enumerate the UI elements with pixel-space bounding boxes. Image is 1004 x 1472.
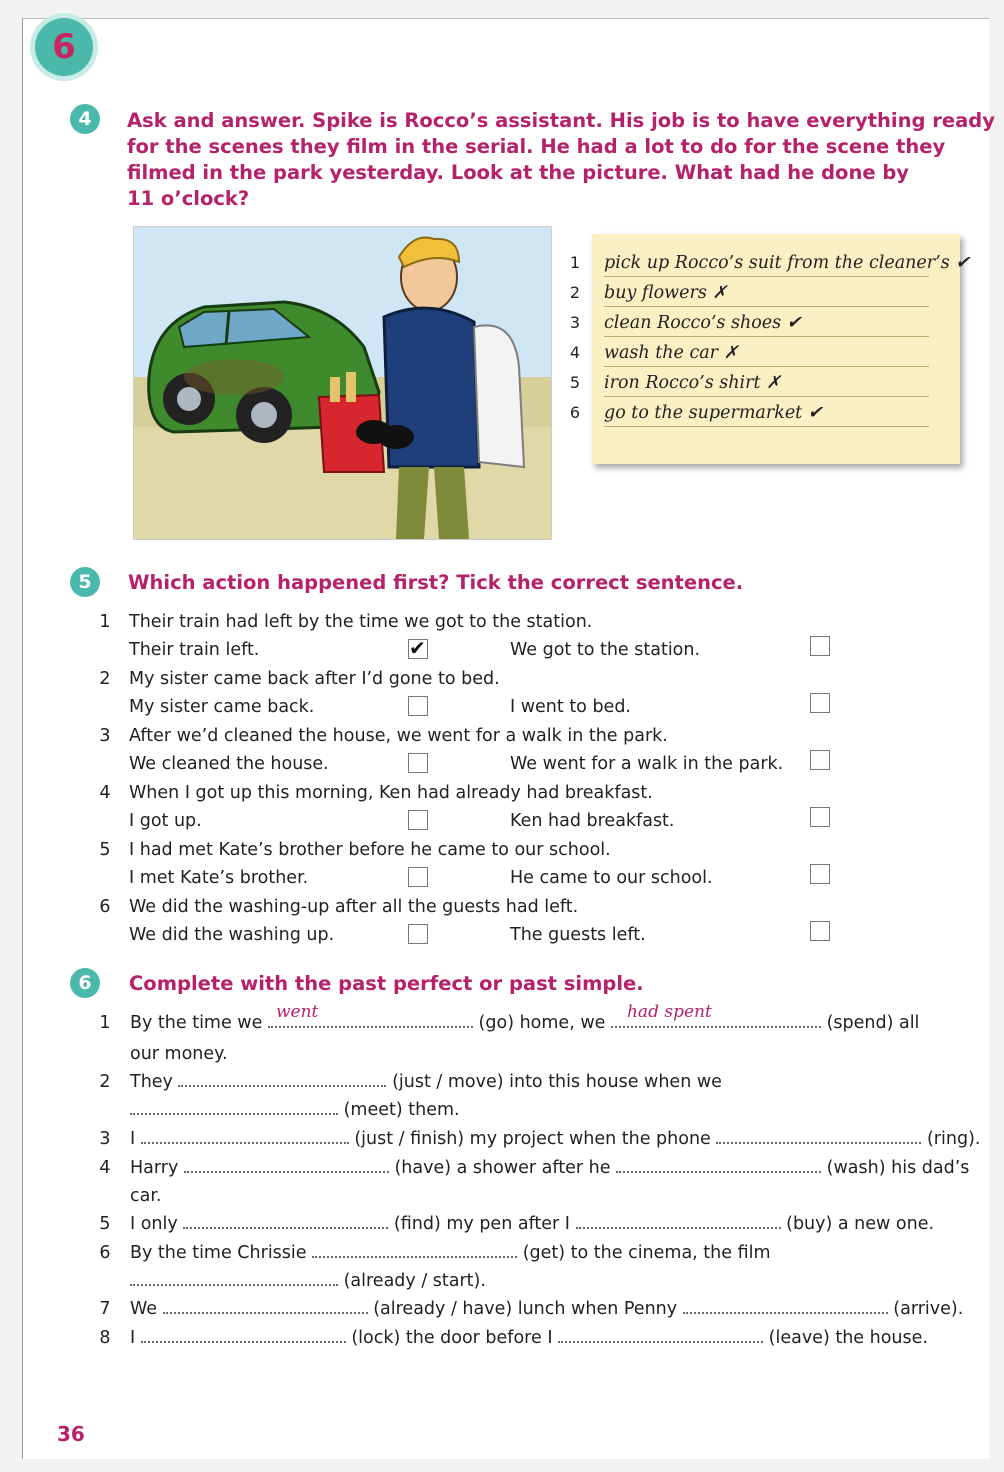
- item-number: 4: [99, 1158, 111, 1178]
- item-number: 2: [99, 669, 111, 689]
- item-number: 6: [99, 1243, 111, 1263]
- exercise-4-instruction: [127, 108, 995, 212]
- instruction-line: Ask and answer. Spike is Rocco’s assistant. His job is to have everything ready: [127, 109, 995, 132]
- option-b-checkbox[interactable]: [810, 921, 830, 941]
- task-number: 4: [569, 343, 581, 362]
- option-a-text: We did the washing up.: [129, 925, 335, 945]
- item-text: (go) home, we: [478, 1013, 606, 1033]
- answer-blank[interactable]: [184, 1157, 389, 1173]
- item-text: By the time Chrissie: [130, 1243, 307, 1263]
- item-text: (find) my pen after I: [393, 1214, 570, 1234]
- illustration-spike-with-car: [133, 226, 552, 540]
- item-sentence: My sister came back after I’d gone to bed.: [129, 669, 500, 689]
- item-text: (leave) the house.: [768, 1328, 928, 1348]
- answer-blank[interactable]: [683, 1298, 888, 1314]
- handwritten-answer: had spent: [626, 1002, 712, 1022]
- option-b-text: He came to our school.: [510, 868, 713, 888]
- ex6-item-8: [130, 1327, 928, 1349]
- option-b-text: I went to bed.: [510, 697, 631, 717]
- option-a-text: Their train left.: [129, 640, 260, 660]
- item-text: (wash) his dad’s: [826, 1158, 970, 1178]
- option-a-checkbox[interactable]: [408, 810, 428, 830]
- option-b-checkbox[interactable]: [810, 807, 830, 827]
- item-number: 2: [99, 1072, 111, 1092]
- item-sentence: After we’d cleaned the house, we went for a walk in the park.: [129, 726, 668, 746]
- answer-blank[interactable]: [268, 1002, 473, 1028]
- option-a-text: We cleaned the house.: [129, 754, 329, 774]
- task-item: iron Rocco’s shirt ✗: [604, 370, 929, 397]
- item-text: (lock) the door before I: [351, 1328, 553, 1348]
- exercise-5-badge: 5: [70, 567, 100, 597]
- option-a-text: My sister came back.: [129, 697, 315, 717]
- exercise-5-instruction: Which action happened first? Tick the correct sentence.: [128, 571, 744, 594]
- answer-blank[interactable]: [576, 1213, 781, 1229]
- option-a-text: I got up.: [129, 811, 202, 831]
- item-number: 7: [99, 1299, 111, 1319]
- instruction-line: for the scenes they film in the serial. He had a lot to do for the scene they: [127, 135, 946, 158]
- item-text: (spend) all: [826, 1013, 920, 1033]
- item-text: I only: [130, 1214, 178, 1234]
- option-b-checkbox[interactable]: [810, 693, 830, 713]
- option-a-text: I met Kate’s brother.: [129, 868, 309, 888]
- option-b-text: The guests left.: [510, 925, 646, 945]
- item-sentence: When I got up this morning, Ken had already had breakfast.: [129, 783, 653, 803]
- checkmark-icon: ✔: [409, 636, 426, 660]
- ex6-item-6: [130, 1242, 771, 1264]
- answer-blank[interactable]: [616, 1157, 821, 1173]
- item-text: (have) a shower after he: [394, 1158, 611, 1178]
- option-b-checkbox[interactable]: [810, 864, 830, 884]
- page-number: 36: [57, 1422, 85, 1446]
- item-text: (ring).: [926, 1129, 981, 1149]
- task-number: 6: [569, 403, 581, 422]
- task-item: pick up Rocco’s suit from the cleaner’s ✔: [604, 250, 929, 277]
- item-text: Harry: [130, 1158, 179, 1178]
- ex6-item-1: [130, 1002, 920, 1034]
- item-sentence: I had met Kate’s brother before he came to our school.: [129, 840, 611, 860]
- exercise-6-badge: 6: [70, 968, 100, 998]
- item-text: I: [130, 1328, 136, 1348]
- item-text: (just / move) into this house when we: [392, 1072, 722, 1092]
- item-number: 5: [99, 1214, 111, 1234]
- ex6-item-2-continued: [130, 1099, 460, 1121]
- task-number: 5: [569, 373, 581, 392]
- option-a-checkbox[interactable]: [408, 696, 428, 716]
- answer-blank[interactable]: [130, 1099, 338, 1115]
- item-number: 8: [99, 1328, 111, 1348]
- option-b-checkbox[interactable]: [810, 636, 830, 656]
- item-number: 5: [99, 840, 111, 860]
- option-b-text: We got to the station.: [510, 640, 701, 660]
- item-number: 6: [99, 897, 111, 917]
- item-text: (arrive).: [893, 1299, 964, 1319]
- item-text: By the time we: [130, 1013, 263, 1033]
- item-number: 1: [99, 612, 111, 632]
- answer-blank[interactable]: [141, 1327, 346, 1343]
- item-number: 3: [99, 1129, 111, 1149]
- option-a-checkbox[interactable]: [408, 924, 428, 944]
- task-item: clean Rocco’s shoes ✔: [604, 310, 929, 337]
- ex6-item-2: [130, 1071, 722, 1093]
- instruction-line: 11 o’clock?: [127, 187, 250, 210]
- unit-badge: 6: [35, 18, 93, 76]
- item-number: 3: [99, 726, 111, 746]
- ex6-item-7: [130, 1298, 963, 1320]
- answer-blank[interactable]: [716, 1128, 921, 1144]
- exercise-6-instruction: Complete with the past perfect or past simple.: [129, 972, 644, 995]
- item-text: (already / have) lunch when Penny: [373, 1299, 678, 1319]
- task-item: wash the car ✗: [604, 340, 929, 367]
- item-text: (just / finish) my project when the phone: [354, 1129, 711, 1149]
- answer-blank[interactable]: [130, 1270, 338, 1286]
- item-text-continued: our money.: [130, 1044, 228, 1064]
- answer-blank[interactable]: [611, 1002, 821, 1028]
- answer-blank[interactable]: [141, 1128, 349, 1144]
- option-b-text: Ken had breakfast.: [510, 811, 675, 831]
- answer-blank[interactable]: [178, 1071, 386, 1087]
- task-number: 3: [569, 313, 581, 332]
- item-sentence: We did the washing-up after all the guests had left.: [129, 897, 579, 917]
- item-text: (get) to the cinema, the film: [522, 1243, 771, 1263]
- ex6-item-6-continued: [130, 1270, 486, 1292]
- option-b-text: We went for a walk in the park.: [510, 754, 784, 774]
- answer-blank[interactable]: [183, 1213, 388, 1229]
- option-a-checkbox[interactable]: [408, 636, 428, 660]
- ex6-item-4: [130, 1157, 969, 1179]
- item-text: (meet) them.: [343, 1100, 460, 1120]
- item-text: I: [130, 1129, 136, 1149]
- task-item: go to the supermarket ✔: [604, 400, 929, 427]
- option-a-checkbox[interactable]: [408, 867, 428, 887]
- answer-blank[interactable]: [558, 1327, 763, 1343]
- item-text-continued: car.: [130, 1186, 162, 1206]
- item-text: (already / start).: [343, 1271, 486, 1291]
- ex6-item-5: [130, 1213, 934, 1235]
- item-text: (buy) a new one.: [786, 1214, 935, 1234]
- task-number: 1: [569, 253, 581, 272]
- exercise-4-badge: 4: [70, 104, 100, 134]
- handwritten-answer: went: [275, 1002, 319, 1022]
- option-b-checkbox[interactable]: [810, 750, 830, 770]
- instruction-line: filmed in the park yesterday. Look at the picture. What had he done by: [127, 161, 910, 184]
- item-text: They: [130, 1072, 173, 1092]
- answer-blank[interactable]: [312, 1242, 517, 1258]
- answer-blank[interactable]: [163, 1298, 368, 1314]
- option-a-checkbox[interactable]: [408, 753, 428, 773]
- item-sentence: Their train had left by the time we got to the station.: [129, 612, 593, 632]
- item-number: 1: [99, 1013, 111, 1033]
- ex6-item-3: [130, 1128, 980, 1150]
- task-number: 2: [569, 283, 581, 302]
- item-text: We: [130, 1299, 158, 1319]
- task-item: buy flowers ✗: [604, 280, 929, 307]
- item-number: 4: [99, 783, 111, 803]
